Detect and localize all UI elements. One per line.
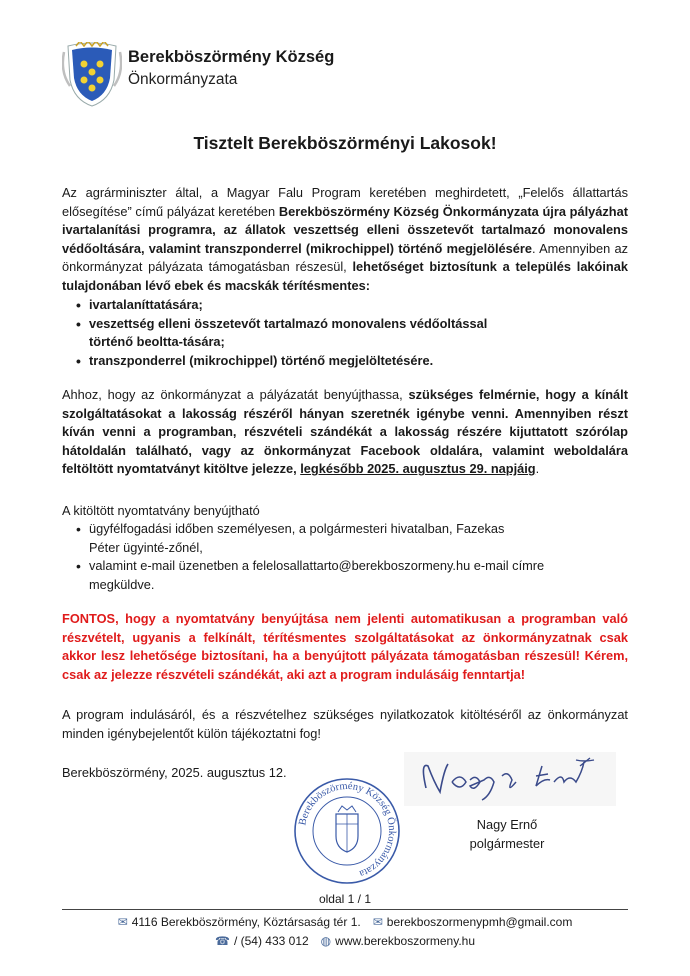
- footer-contact-line-2: [0, 934, 690, 948]
- page-number: oldal 1 / 1: [318, 892, 372, 906]
- signer-name: Nagy Ernő: [476, 817, 538, 832]
- mail-icon: ✉: [372, 915, 383, 929]
- org-name: Berekböszörmény Község: [128, 48, 335, 66]
- paragraph-submission: [62, 502, 628, 521]
- footer-contact-line-1: [0, 915, 690, 929]
- letterhead: [62, 38, 462, 108]
- paragraph-important: [62, 610, 628, 684]
- intro-text-1: Az agrárminiszter által, a Magyar Falu Program keretében meghirdetett, „Felelős állattartás elősegítése” című pályázat keretében: [62, 185, 628, 219]
- handwritten-signature: [404, 752, 616, 806]
- list-item: • veszettség elleni összetevőt tartalmazó monovalens védőoltással történő beoltta-tására;: [62, 315, 628, 352]
- list-item: • ivartalaníttatására;: [62, 296, 628, 315]
- submission-lead: A kitöltött nyomtatvány benyújtható: [62, 503, 260, 518]
- letter-title: Tisztelt Berekböszörményi Lakosok!: [193, 133, 497, 153]
- important-notice: FONTOS, hogy a nyomtatvány benyújtása nem jelenti automatikusan a programban való részvételt, ugyanis a felkínált, térítésmentes szolgáltatásokat az önkormányzatnak csak akkor lesz lehetősége biztosítani, ha a benyújtott pályázata támogatásban részesül! Kérem, csak az jelezze részvételi szándékát, aki azt a program indulásáig fenntartja!: [62, 611, 628, 682]
- footer-address: 4116 Berekböszörmény, Köztársaság tér 1.: [131, 915, 361, 929]
- stamp-text: Berekböszörmény Község Önkormányzata: [297, 780, 398, 879]
- envelope-icon: ✉: [117, 915, 128, 929]
- paragraph-intro: [62, 184, 628, 296]
- footer-phone: / (54) 433 012: [233, 934, 309, 948]
- list-item: • valamint e-mail üzenetben a felelosallattarto@berekboszormeny.hu e-mail címre megküldve.: [62, 557, 628, 594]
- signer-block: [462, 816, 552, 853]
- intro-bold-2: lehetőséget biztosítunk a település lakóinak tulajdonában lévő ebek és macskák térítésmentes:: [62, 259, 628, 293]
- globe-icon: ◍: [320, 934, 332, 948]
- footer-web[interactable]: www.berekboszormeny.hu: [335, 934, 475, 948]
- intro-text-2: . Amennyiben az önkormányzat pályázata támogatásban részesül,: [62, 240, 628, 275]
- service-list: [62, 296, 628, 370]
- app-text-2: .: [535, 461, 540, 477]
- official-stamp: [292, 776, 402, 886]
- app-text-1: Ahhoz, hogy az önkormányzat a pályázatát benyújthassa,: [62, 387, 409, 402]
- footer-divider: [62, 909, 628, 910]
- crest-icon: [62, 42, 122, 108]
- app-bold-1: szükséges felmérnie, hogy a kínált szolgáltatásokat a lakosság részéről hányan szeretnék igénybe venni. Amennyiben részt kíván venni a programban, részvételi szándékát a lakosság részére kijuttatott szórólap hátoldalán található, vagy az önkormányzat Facebook oldalára, valamint weboldalára feltöltött nyomtatványt kitöltve jelezze,: [62, 387, 628, 477]
- info-text: A program indulásáról, és a részvételhez szükséges nyilatkozatok kitöltéséről az önkormányzat minden igénybejelentőt külön tájékoztatni fog!: [62, 707, 628, 741]
- signer-role: polgármester: [469, 835, 545, 851]
- phone-fax-icon: ☎: [215, 934, 230, 948]
- paragraph-info: [62, 706, 628, 743]
- org-subtitle: Önkormányzata: [128, 71, 238, 88]
- list-item: • ügyfélfogadási időben személyesen, a polgármesteri hivatalban, Fazekas Péter ügyinté-zőnél,: [62, 520, 628, 557]
- date-line: Berekböszörmény, 2025. augusztus 12.: [62, 765, 287, 780]
- deadline-text: legkésőbb 2025. augusztus 29. napjáig: [300, 461, 536, 477]
- submission-list: [62, 520, 628, 594]
- intro-bold-1: Berekböszörmény Község Önkormányzata újra pályázhat ivartalanítási programra, az állatok veszettség elleni összetevőt tartalmazó monovalens védőoltására, valamint transzponderrel (mikrochippel) történő megjelölésére: [62, 203, 628, 256]
- footer-email[interactable]: berekboszormenypmh@gmail.com: [386, 915, 573, 929]
- list-item: • transzponderrel (mikrochippel) történő megjelöltetésére.: [62, 352, 628, 371]
- paragraph-application: [62, 386, 628, 479]
